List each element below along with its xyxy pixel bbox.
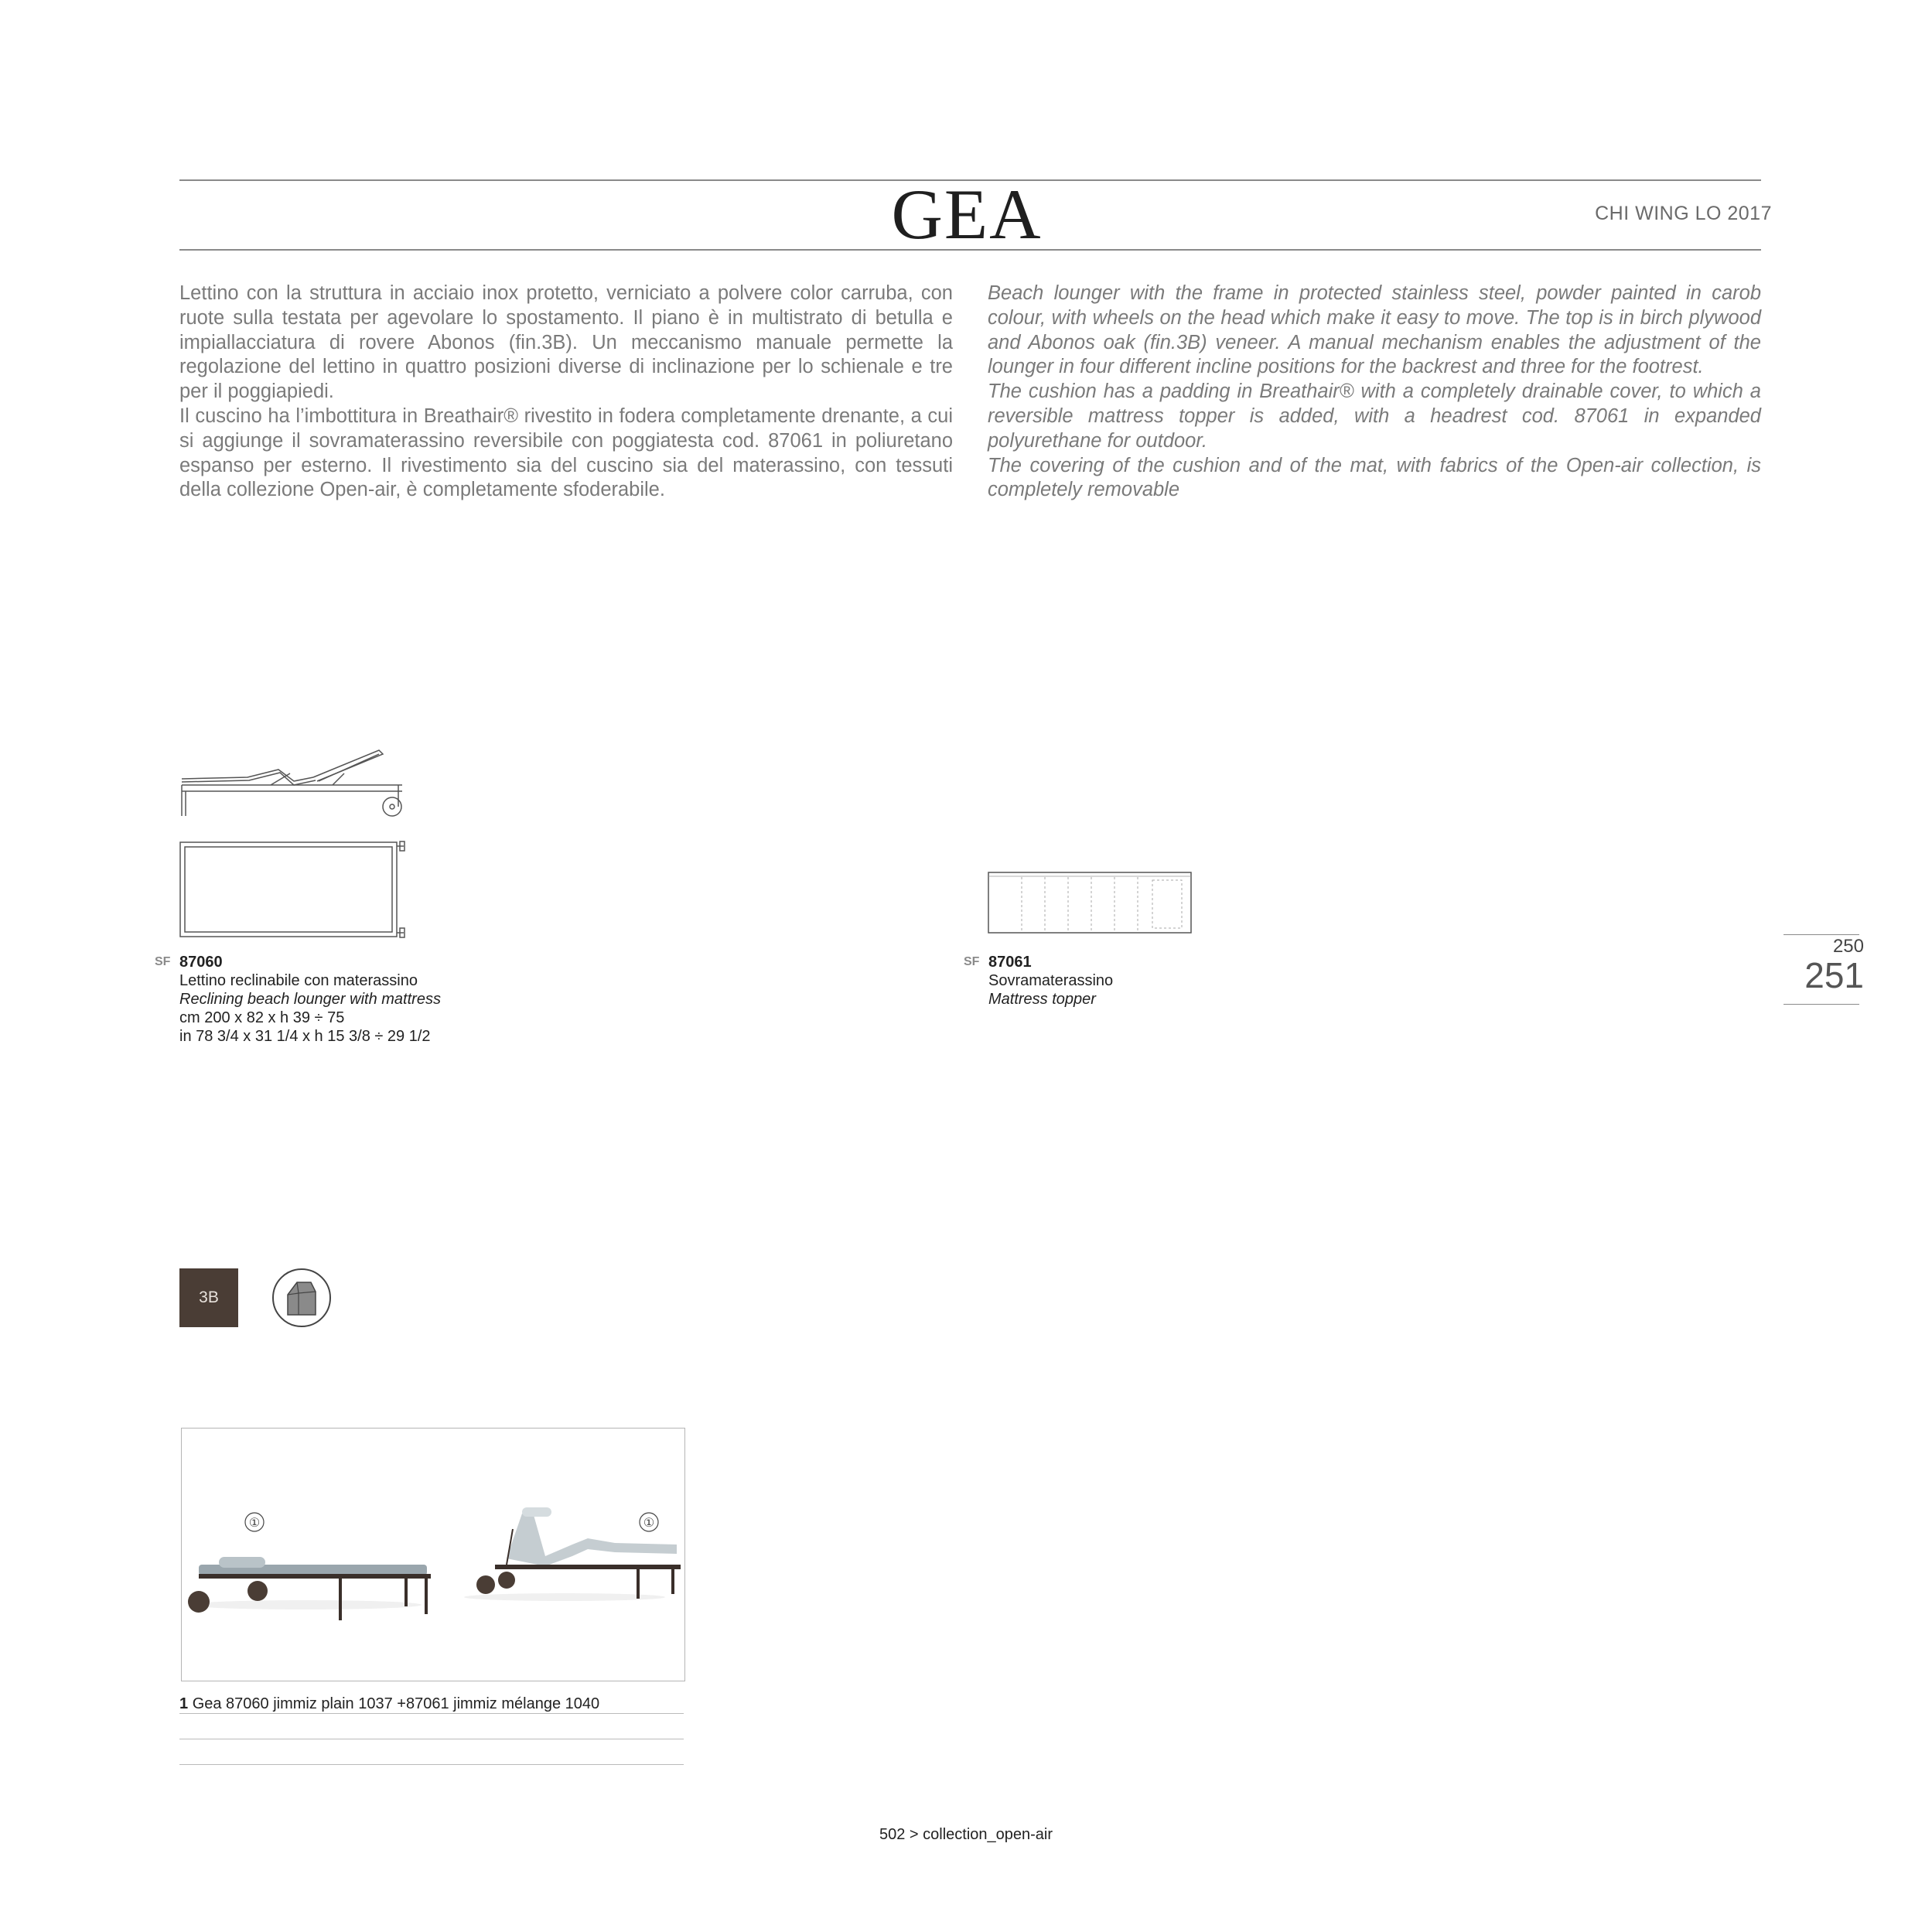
caption-text: Gea 87060 jimmiz plain 1037 +87061 jimmiz mélange 1040 — [192, 1695, 600, 1712]
designer-year: CHI WING LO 2017 — [1595, 203, 1772, 224]
finish-label: 3B — [199, 1289, 219, 1306]
photo-marker-left: ① — [248, 1517, 261, 1530]
lounger-photo-illustration — [182, 1429, 684, 1681]
product-tag: SF — [964, 955, 980, 968]
product-dims-cm: cm 200 x 82 x h 39 ÷ 75 — [179, 1009, 345, 1026]
page-number-rule-bottom — [1784, 1004, 1859, 1005]
mattress-topper-drawing — [987, 871, 1196, 936]
description-italian-p2: Il cuscino ha l’imbottitura in Breathair® rivestito in fodera completamente drenante, a cui si aggiunge il sovramaterassino reversibile con poggiatesta cod. 87061 in poliuretano espanso per esterno. Il rivestimento sia del cuscino sia del materassino, con tessuti della collezione Open-air, è completamente sfoderabile. — [179, 404, 953, 501]
finish-swatch — [179, 1268, 238, 1327]
product-name-en: Reclining beach lounger with mattress — [179, 991, 441, 1008]
product-87061 — [964, 953, 1114, 1009]
page-footer: 502 > collection_open-air — [879, 1826, 1053, 1843]
page-number-left: 250 — [1832, 936, 1864, 957]
product-dims-in: in 78 3/4 x 31 1/4 x h 15 3/8 ÷ 29 1/2 — [179, 1028, 431, 1045]
description-italian — [179, 282, 953, 503]
caption-rule-1 — [179, 1713, 684, 1714]
product-photo — [181, 1428, 685, 1681]
page-numbers — [1787, 936, 1864, 993]
page-number-right: 251 — [1804, 955, 1864, 995]
product-code: 87060 — [179, 954, 223, 971]
description-english-p1: Beach lounger with the frame in protected stainless steel, powder painted in carob colour, with wheels on the head which make it easy to move. The top is in birch plywood and Abonos oak (fin.3B) veneer. A manual mechanism enables the adjustment of the lounger in four different incline positions for the backrest and three for the footrest. — [988, 282, 1761, 378]
caption-rule-3 — [179, 1764, 684, 1765]
description-english-p2: The cushion has a padding in Breathair® with a completely drainable cover, to which a reversible mattress topper is added, with a headrest cod. 87061 in expanded polyurethane for outdoor. — [988, 381, 1761, 452]
photo-marker-right: ① — [643, 1517, 655, 1530]
product-87060 — [155, 953, 441, 1046]
description-italian-p1: Lettino con la struttura in acciaio inox protetto, verniciato a polvere color carruba, con ruote sulla testata per agevolare lo spostamento. Il piano è in multistrato di betulla e impiallacciatura di rovere Abonos (fin.3B). Un meccanismo manuale permette la regolazione del lettino in quattro posizioni diverse di inclinazione per lo schienale e tre per il poggiapiedi. — [179, 282, 953, 403]
caption-number: 1 — [179, 1695, 189, 1712]
lounger-side-drawing — [178, 739, 410, 820]
page-number-rule-top — [1784, 934, 1859, 935]
lounger-top-drawing — [178, 840, 410, 940]
product-name-it: Lettino reclinabile con materassino — [179, 972, 418, 989]
description-english-p3: The covering of the cushion and of the mat, with fabrics of the Open-air collection, is completely removable — [988, 454, 1761, 501]
product-name-it: Sovramaterassino — [988, 972, 1114, 989]
description-english — [988, 282, 1761, 503]
page-title: GEA — [891, 175, 1043, 254]
product-tag: SF — [155, 955, 171, 968]
protective-cover-icon — [271, 1267, 333, 1329]
product-name-en: Mattress topper — [988, 991, 1096, 1008]
product-code: 87061 — [988, 954, 1032, 971]
photo-caption — [179, 1695, 599, 1713]
